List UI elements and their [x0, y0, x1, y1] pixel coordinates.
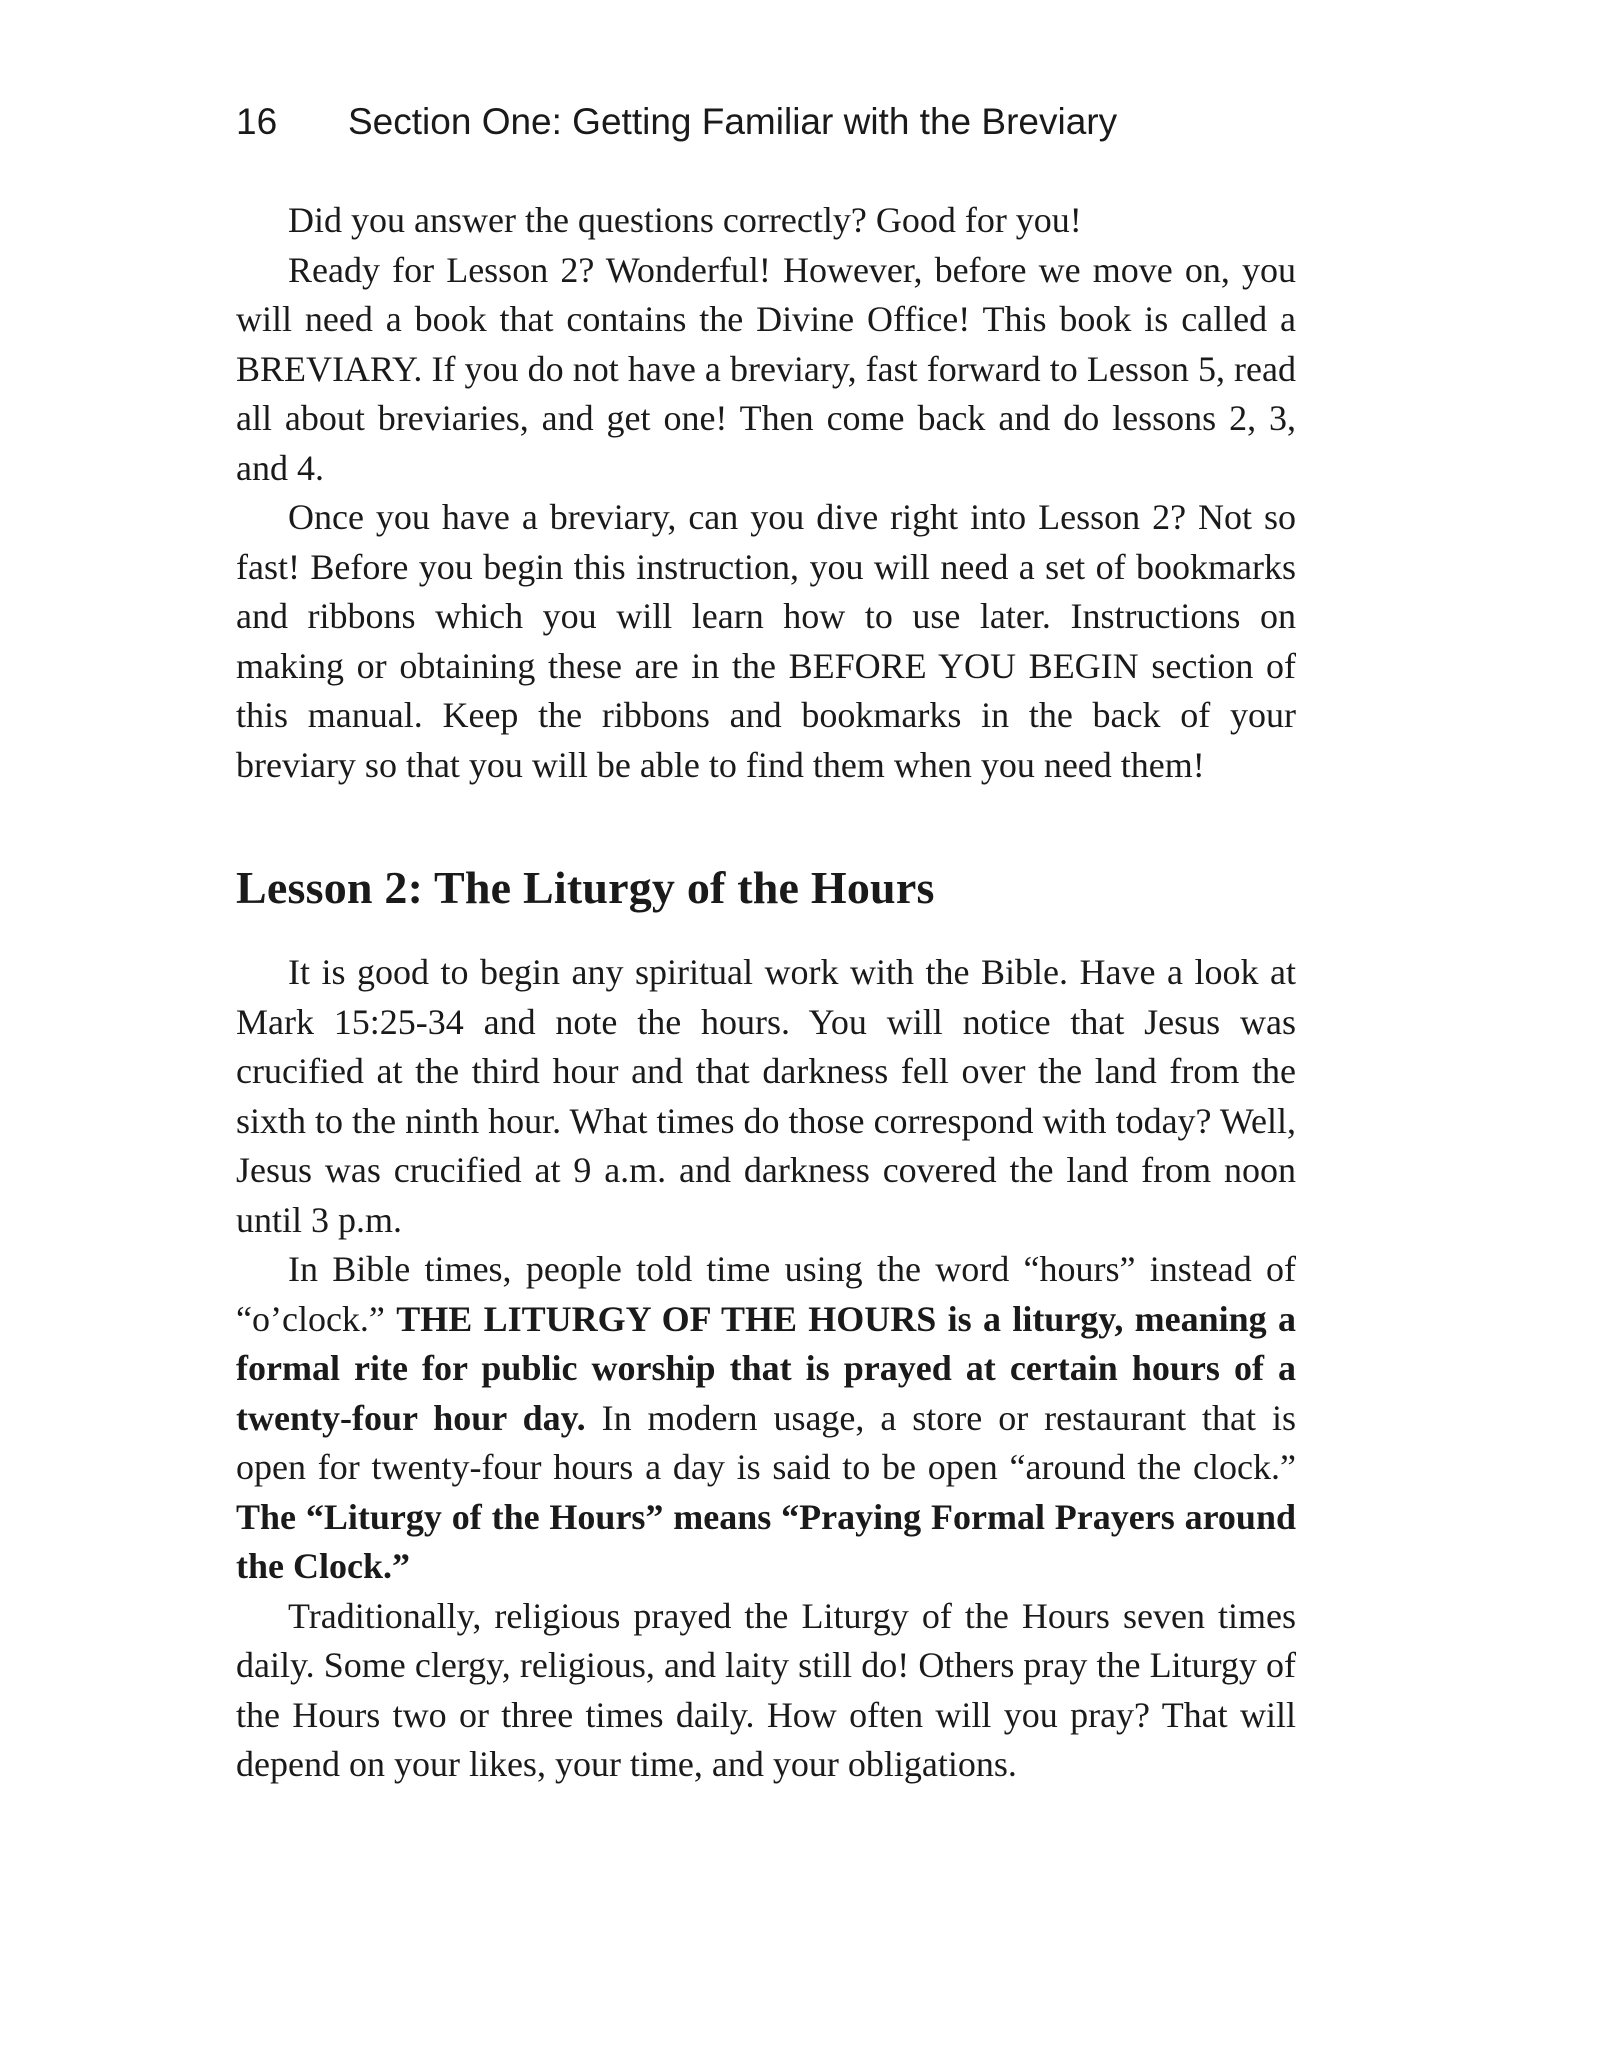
paragraph: Ready for Lesson 2? Wonderful! However, before we move on, you will need a book that contains the Divine Office! This book is called a BREVIARY. If you do not have a breviary, fast forward to Lesson 5, read all about breviaries, and get one! Then come back and do lessons 2, 3, and 4.: [236, 249, 1296, 488]
running-head: [236, 92, 1296, 152]
paragraph-text: In Bible times, people told time using the word “hours” instead of “o’clock.”: [236, 1249, 1296, 1339]
paragraph: [236, 1245, 1296, 1592]
lesson-text: [236, 948, 1296, 1790]
section-title: Section One: Getting Familiar with the Breviary: [348, 101, 1118, 142]
paragraph-text: In modern usage, a store or restaurant that is open for twenty-four hours a day is said to be open “around the clock.”: [236, 1397, 1296, 1487]
paragraph: Traditionally, religious prayed the Liturgy of the Hours seven times daily. Some clergy, religious, and laity still do! Others pray the Liturgy of the Hours two or three times daily. How often will you pray? That will depend on your likes, your time, and your obligations.: [236, 1595, 1296, 1784]
page-number: 16: [236, 101, 278, 142]
paragraph: Once you have a breviary, can you dive right into Lesson 2? Not so fast! Before you begin this instruction, you will need a set of bookmarks and ribbons which you will learn how to use later. Instructions on making or obtaining these are in the BEFORE YOU BEGIN section of this manual. Keep the ribbons and bookmarks in the back of your breviary so that you will be able to find them when you need them!: [236, 497, 1296, 785]
lesson-heading: Lesson 2: The Liturgy of the Hours: [236, 862, 935, 913]
book-page: [236, 92, 1296, 1790]
bold-definition: The “Liturgy of the Hours” means “Praying Formal Prayers around the Clock.”: [236, 1496, 1296, 1586]
paragraph: It is good to begin any spiritual work with the Bible. Have a look at Mark 15:25-34 and note the hours. You will notice that Jesus was crucified at the third hour and that darkness fell over the land from the sixth to the ninth hour. What times do those correspond with today? Well, Jesus was crucified at 9 a.m. and darkness covered the land from noon until 3 p.m.: [236, 952, 1296, 1240]
intro-text: [236, 196, 1296, 790]
paragraph: Did you answer the questions correctly? Good for you!: [288, 200, 1082, 240]
bold-definition: THE LITURGY OF THE HOURS is a liturgy, meaning a formal rite for public worship that is prayed at certain hours of a twenty-four hour day.: [236, 1298, 1296, 1438]
